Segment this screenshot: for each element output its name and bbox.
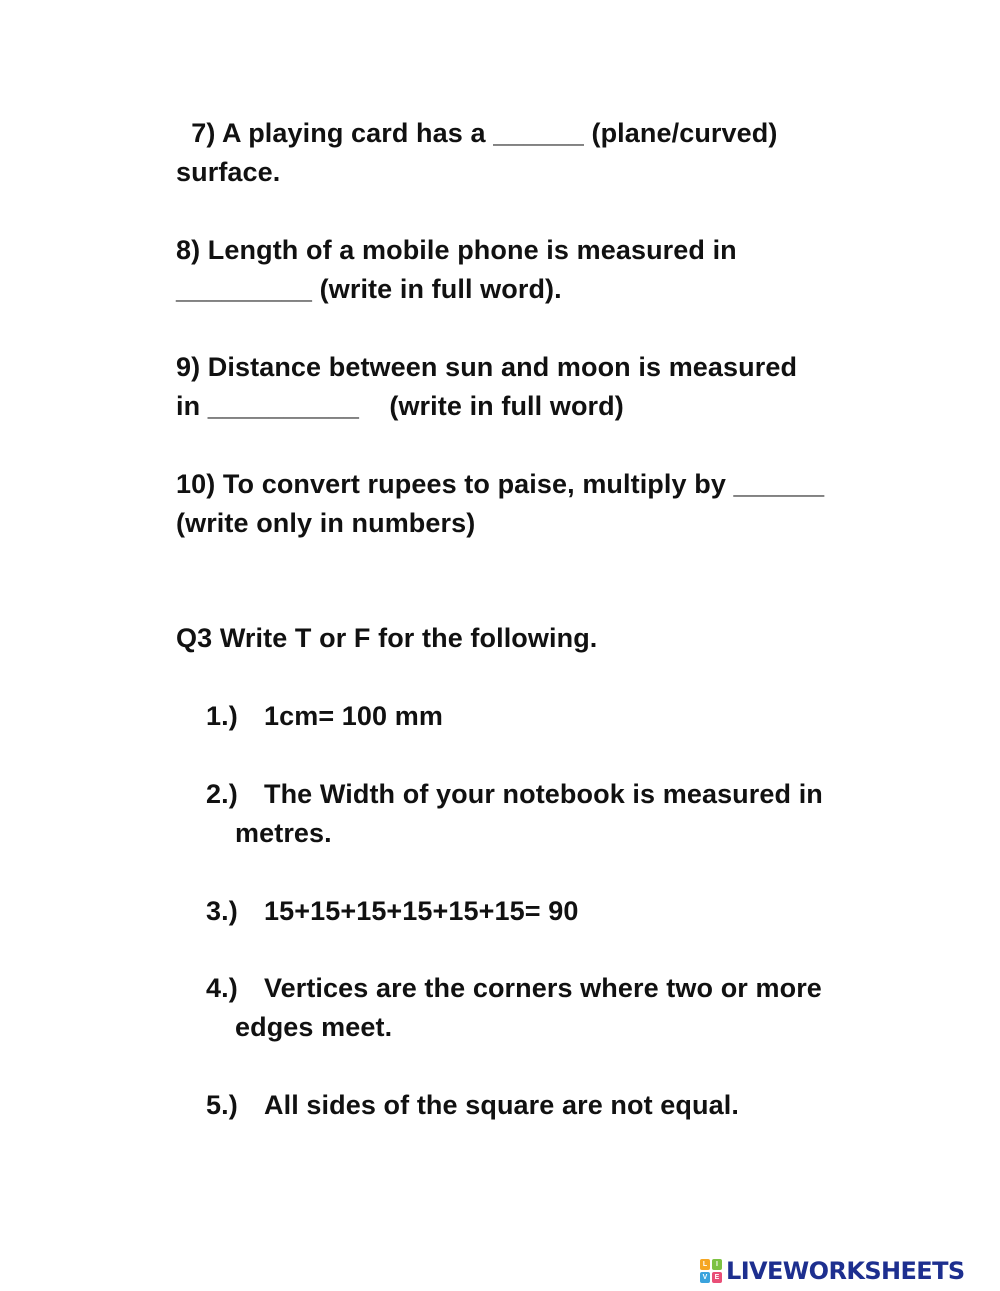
tf-item-3 xyxy=(206,892,578,931)
section-q3-heading: Q3 Write T or F for the following. xyxy=(176,623,598,653)
tf-item-text: The Width of your notebook is measured in xyxy=(264,779,823,809)
question-7-line-1: 7) A playing card has a ______ (plane/curved) xyxy=(176,118,778,148)
tf-item-4 xyxy=(206,969,822,1008)
tf-item-number: 4.) xyxy=(206,973,238,1003)
tf-item-number: 3.) xyxy=(206,896,238,926)
liveworksheets-logo-text: LIVEWORKSHEETS xyxy=(726,1257,965,1285)
tf-item-5 xyxy=(206,1086,739,1125)
tf-item-2 xyxy=(206,775,823,814)
tf-item-text: 1cm= 100 mm xyxy=(264,701,443,731)
question-8-line-1: 8) Length of a mobile phone is measured in xyxy=(176,235,737,265)
tf-item-1 xyxy=(206,697,443,736)
tf-item-text: 15+15+15+15+15+15= 90 xyxy=(264,896,579,926)
question-8-line-2: _________ (write in full word). xyxy=(176,274,562,304)
tf-item-number: 2.) xyxy=(206,779,238,809)
question-9-line-2: in __________ (write in full word) xyxy=(176,391,624,421)
tf-item-4-continuation: edges meet. xyxy=(235,1012,393,1042)
tf-item-2-continuation: metres. xyxy=(235,818,332,848)
tf-item-number: 5.) xyxy=(206,1090,238,1120)
liveworksheets-logo-icon: L I V E xyxy=(700,1259,722,1283)
tf-item-number: 1.) xyxy=(206,701,238,731)
tf-item-text: All sides of the square are not equal. xyxy=(264,1090,739,1120)
question-7-line-2: surface. xyxy=(176,157,281,187)
question-10-line-1: 10) To convert rupees to paise, multiply by ______ xyxy=(176,469,825,499)
tf-item-text: Vertices are the corners where two or more xyxy=(264,973,822,1003)
question-10-line-2: (write only in numbers) xyxy=(176,508,476,538)
question-9-line-1: 9) Distance between sun and moon is measured xyxy=(176,352,798,382)
liveworksheets-logo[interactable] xyxy=(700,1256,965,1286)
